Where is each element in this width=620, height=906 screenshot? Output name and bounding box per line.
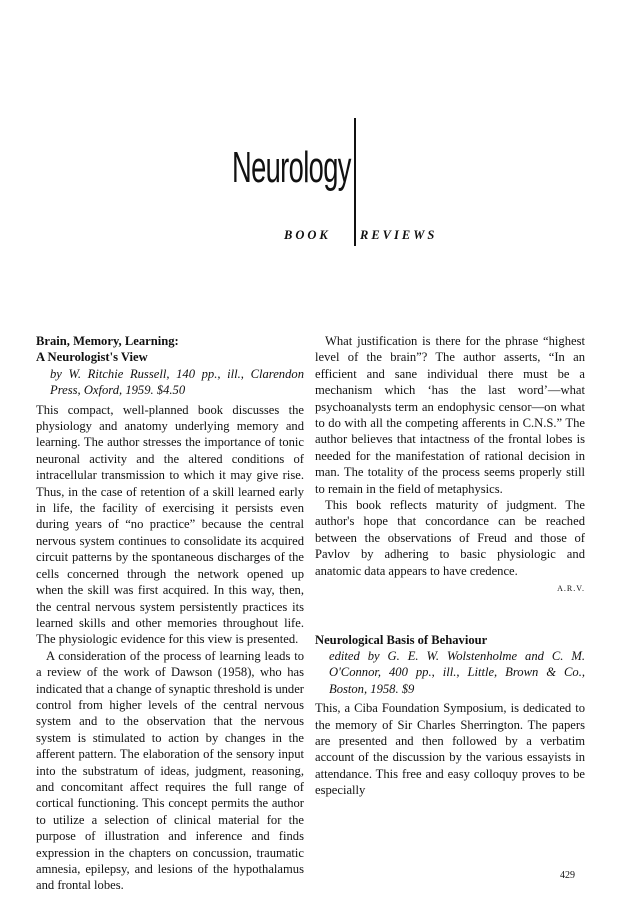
left-column (36, 333, 304, 894)
section-label-book: BOOK (284, 228, 331, 242)
review-2-byline: edited by G. E. W. Wolstenholme and C. M. O'Connor, 400 pp., ill., Little, Brown & Co., Boston, 1958. $9 (329, 648, 585, 696)
review-2-title: Neurological Basis of Behaviour (315, 632, 488, 647)
section-label-reviews: REVIEWS (360, 228, 438, 242)
journal-logo: Neurology (232, 143, 351, 192)
right-column (315, 333, 585, 799)
review-1-paragraph-2: A consideration of the process of learning leads to a review of the work of Dawson (1958), who has indicated that a change of synaptic threshold is under control from higher levels of the central nervous system and to the observation that the nervous system is stimulated to action by changes in the afferent pattern. The elaboration of the sensory input into the substratum of ideas, judgment, reasoning, and concomitant affect requires the full range of cortical functioning. This concept permits the author to utilize a selection of clinical material for the purpose of illustration and inference and finds expression in the chapters on concussion, traumatic amnesia, epilepsy, and lesions of the hypothalamus and frontal lobes. (36, 648, 304, 893)
page-number: 429 (560, 870, 575, 881)
review-1-byline: by W. Ritchie Russell, 140 pp., ill., Clarendon Press, Oxford, 1959. $4.50 (50, 366, 304, 398)
review-1-paragraph-3: What justification is there for the phrase “highest level of the brain”? The author asserts, “In an efficient and sane individual there must be a mechanism which ‘has the last word’—what psychoanalysts term an endophysic censor—on what to do with all the competing afferents in C.N.S.” The author believes that intactness of the frontal lobes is needed for the manifestation of rational decision in man. The totality of the process seems properly still to remain in the field of metaphysics. (315, 334, 585, 496)
review-1-title-line-1: Brain, Memory, Learning: (36, 334, 179, 348)
review-1-paragraph-1: This compact, well-planned book discusses the physiology and anatomy underlying memory and learning. The author stresses the importance of tonic neuronal activity and the altered conditions of intracellular transmission to which it may give rise. Thus, in the case of retention of a skill learned early in life, the facility of exercising it persists even during years of “no practice” because the central nervous system continues to consolidate its acquired circuit patterns by the spontaneous discharges of the cells concerned through the network opened up when the skill was first acquired. In this way, then, the central nervous system persistently practices its learned skills and other memories throughout life. The physiologic evidence for this view is presented. (36, 402, 304, 647)
review-1-title-line-2: A Neurologist's View (36, 350, 148, 365)
logo-divider (354, 118, 356, 246)
review-1-paragraph-4: This book reflects maturity of judgment. The author's hope that concordance can be reached between the observations of Freud and those of Pavlov by adhering to basic physiologic and anatomic data appears to have credence. (315, 498, 585, 578)
masthead (0, 0, 620, 300)
section-gap (315, 598, 585, 632)
review-2-paragraph-1: This, a Ciba Foundation Symposium, is dedicated to the memory of Sir Charles Sherrington. The papers are presented and then followed by a verbatim account of the discussion by the various essayists in attendance. This free and easy colloquy proves to be especially (315, 701, 585, 798)
review-1-initials: A.R.V. (557, 584, 585, 594)
